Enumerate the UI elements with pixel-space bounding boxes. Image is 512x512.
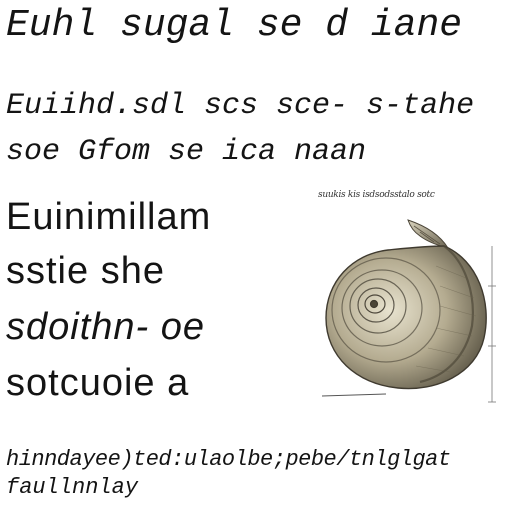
body-left-line-3: sdoithn- oe bbox=[6, 306, 206, 348]
body-left-line-4: sotcuoie a bbox=[6, 362, 190, 404]
body-left-line-1: Euinimillam bbox=[6, 196, 212, 238]
footer-line-1: hinndayee)ted:ulaolbe;pebe/tnlglgat bbox=[6, 447, 451, 472]
subtext-line-2: soe Gfom se ica naan bbox=[6, 135, 367, 169]
body-left-line-2: sstie she bbox=[6, 250, 165, 292]
figure-caption: suukis kis isdsodsstalo sotc bbox=[318, 190, 435, 200]
subtext-line-1: Euiihd.sdl scs sce- s-tahe bbox=[6, 89, 475, 123]
footer-line-2: faullnnlay bbox=[6, 475, 139, 500]
shell-icon bbox=[316, 206, 508, 418]
spiral-shell-illustration bbox=[316, 206, 508, 418]
headline: Euhl sugal se d iane bbox=[6, 4, 463, 47]
